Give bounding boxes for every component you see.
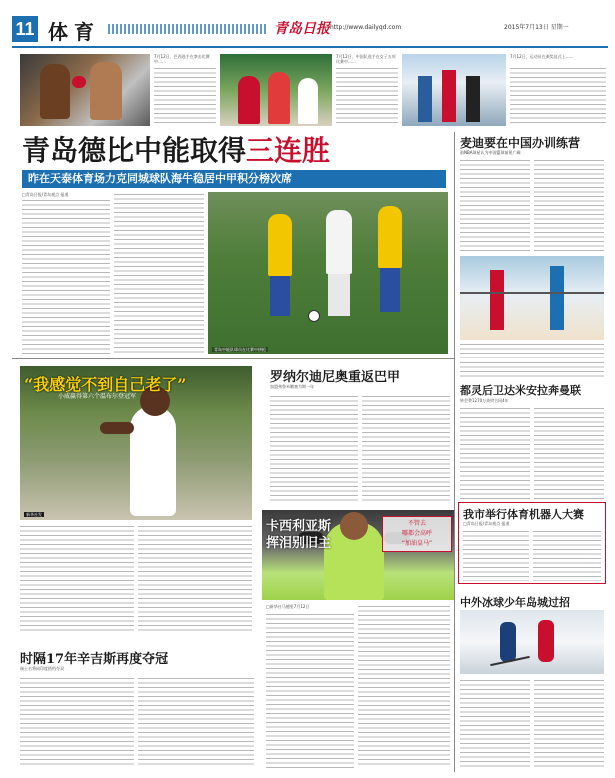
hockey-body-text <box>534 678 604 768</box>
hingis-subhead: 瑞士名将同印度搭档夺双 <box>20 666 64 671</box>
caption-text-block <box>336 66 398 124</box>
ronaldinho-subhead: 加盟弗鲁米嫩塞为期一年 <box>270 384 314 389</box>
lead-headline-main: 青岛德比中能取得 <box>22 134 247 167</box>
masthead-url: http://www.dailyqd.com <box>330 24 402 31</box>
casillas-headline-line2: 挥泪别旧主 <box>266 536 332 551</box>
ronaldinho-body-text <box>270 394 358 504</box>
page-header <box>12 10 608 48</box>
photo-caption-2: 7月12日，中国队选手在女子五项比赛中…… <box>336 54 396 64</box>
hingis-body-text <box>20 676 134 768</box>
darmian-subhead: 转会费1270万英镑合同4年 <box>460 398 509 403</box>
robot-contest-box <box>458 502 606 584</box>
casillas-quote-line2: 哪都会高呼 <box>401 530 432 537</box>
caption-text-block <box>154 66 216 124</box>
lead-subhead-bar <box>22 170 446 188</box>
photo-caption-4: 7月12日，运动员在颁奖仪式上…… <box>510 54 574 59</box>
hockey-body-text <box>460 678 530 768</box>
volleyball-caption <box>460 342 604 358</box>
darmian-body-text <box>460 406 530 502</box>
row-divider <box>12 358 454 359</box>
hockey-headline: 中外冰球少年岛城过招 <box>460 596 570 609</box>
casillas-quote-box <box>382 516 452 552</box>
caption-text-block <box>510 66 606 124</box>
serena-body-text <box>20 524 134 634</box>
sidebar-body-text <box>460 360 604 378</box>
lead-body-text <box>114 192 204 354</box>
casillas-story <box>262 510 454 772</box>
section-rule <box>108 24 268 34</box>
hingis-headline: 时隔17年辛吉斯再度夺冠 <box>20 652 169 667</box>
column-divider <box>454 132 455 772</box>
ceremony-photo <box>402 54 506 126</box>
robot-body-text <box>533 529 601 581</box>
masthead-logo: 青岛日报 <box>274 21 330 37</box>
lead-headline <box>22 134 330 168</box>
boxing-photo <box>20 54 150 126</box>
casillas-headline <box>266 518 331 552</box>
right-sidebar <box>456 132 608 772</box>
robot-headline: 我市举行体育机器人大赛 <box>463 508 584 521</box>
soccer-photo <box>208 192 448 354</box>
robot-body-text <box>463 529 529 581</box>
casillas-byline: □新华社马德里7月12日 <box>266 604 310 609</box>
photo-strip <box>12 50 608 130</box>
serena-story <box>12 362 262 642</box>
soccer-photo-caption: 青岛中能队球员在比赛中拼抢 <box>214 347 266 352</box>
volleyball-photo <box>460 256 604 340</box>
darmian-body-text <box>534 406 604 502</box>
ronaldinho-story <box>266 362 454 508</box>
casillas-body-text <box>266 612 354 768</box>
issue-date: 2015年7月13日 星期一 <box>504 24 569 31</box>
hockey-photo <box>460 610 604 674</box>
casillas-headline-line1: 卡西利亚斯 <box>266 519 332 534</box>
page-number-badge: 11 <box>12 16 38 42</box>
serena-subhead: 小威赢得第六个温布尔登冠军 <box>58 393 137 400</box>
photo-caption-1: 7月12日，巴西选手在拳击比赛中…… <box>154 54 210 64</box>
lead-byline: □青岛日报/青岛观点 报道 <box>22 192 69 197</box>
darmian-headline: 都灵后卫达米安拉奔曼联 <box>460 384 581 397</box>
lead-story <box>12 132 452 358</box>
mcgrady-body-text <box>534 158 604 254</box>
casillas-quote-line1: 不管去 <box>407 520 426 527</box>
pentathlon-photo <box>220 54 332 126</box>
mcgrady-subhead: 前NBA球星认为中国篮球前景广阔 <box>460 150 521 155</box>
header-rule <box>12 46 608 48</box>
lead-headline-highlight: 三连胜 <box>246 134 331 167</box>
casillas-body-text <box>358 604 450 768</box>
hingis-story <box>12 646 262 772</box>
lead-subhead: 昨在天泰体育场力克同城球队海牛稳居中甲积分榜次席 <box>28 172 292 185</box>
serena-quote-headline: “我感觉不到自己老了” <box>24 375 187 394</box>
section-title: 体育 <box>48 20 100 44</box>
lead-body-text <box>22 198 110 354</box>
mcgrady-body-text <box>460 158 530 254</box>
serena-photo-credit: 新华社发 <box>26 512 42 517</box>
hingis-body-text <box>138 676 254 768</box>
robot-byline: □青岛日报/青岛观点 报道 <box>463 521 510 526</box>
serena-body-text <box>138 524 252 634</box>
ronaldinho-body-text <box>362 394 450 504</box>
casillas-quote-line3: “加油皇马” <box>401 540 433 547</box>
mcgrady-headline: 麦迪要在中国办训练营 <box>460 136 581 150</box>
ronaldinho-headline: 罗纳尔迪尼奥重返巴甲 <box>270 370 401 385</box>
